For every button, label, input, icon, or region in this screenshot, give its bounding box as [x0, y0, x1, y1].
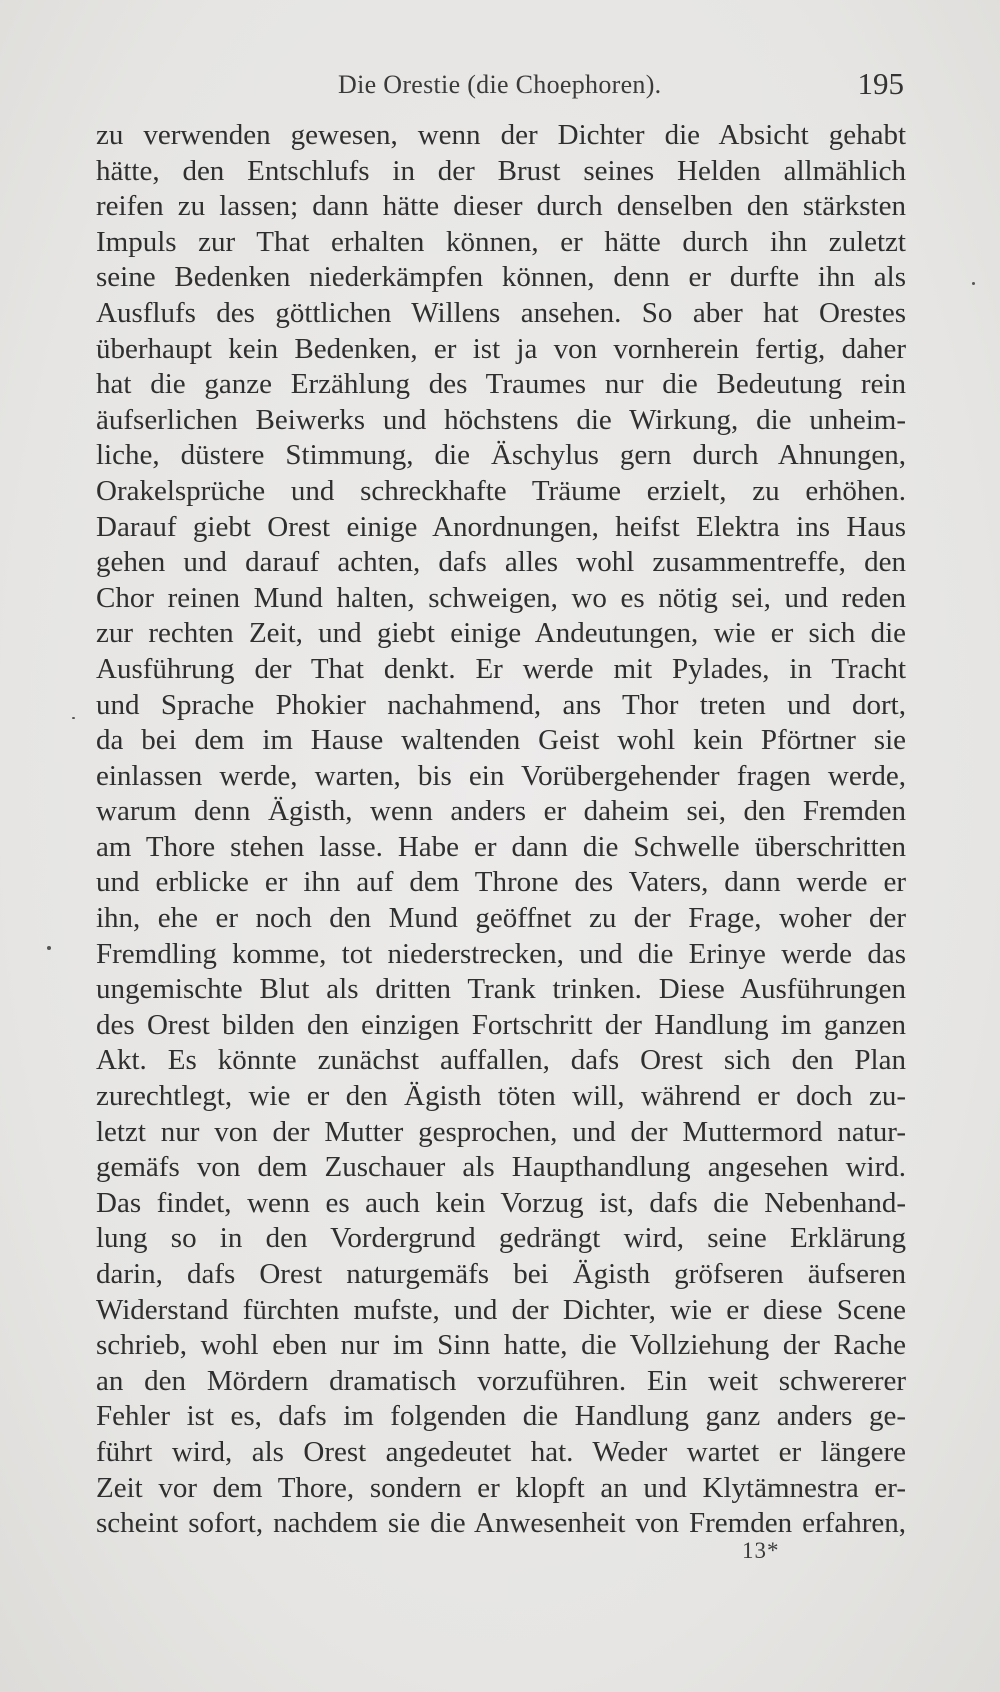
text-line: zu verwenden gewesen, wenn der Dichter die Absicht gehabt: [96, 119, 906, 151]
text-line: liche, düstere Stimmung, die Äschylus gern durch Ahnungen,: [96, 439, 906, 472]
signature-mark: 13*: [742, 1538, 780, 1563]
page-number: 195: [857, 66, 904, 101]
text-line: Chor reinen Mund halten, schweigen, wo es nötig sei, und reden: [96, 581, 906, 614]
running-title: Die Orestie (die Choephoren).: [338, 70, 662, 99]
text-line: warum denn Ägisth, wenn anders er daheim sei, den Fremden: [96, 795, 906, 828]
text-line: scheint sofort, nachdem sie die Anwesenheit von Fremden erfahren,: [96, 1507, 906, 1540]
text-line: hätte, den Entschlufs in der Brust seines Helden allmählich: [96, 154, 906, 187]
text-line: ungemischte Blut als dritten Trank trinken. Diese Ausführungen: [96, 973, 906, 1006]
text-line: da bei dem im Hause waltenden Geist wohl kein Pförtner sie: [96, 724, 906, 757]
text-line: ihn, ehe er noch den Mund geöffnet zu der Frage, woher der: [96, 902, 906, 935]
text-line: reifen zu lassen; dann hätte dieser durch denselben den stärksten: [96, 190, 906, 223]
text-line: Orakelsprüche und schreckhafte Träume erzielt, zu erhöhen.: [96, 474, 906, 507]
text-line: Fehler ist es, dafs im folgenden die Handlung ganz anders ge-: [96, 1400, 906, 1433]
text-line: am Thore stehen lasse. Habe er dann die Schwelle überschritten: [96, 830, 906, 863]
text-line: darin, dafs Orest naturgemäfs bei Ägisth gröfseren äufseren: [96, 1258, 906, 1290]
body-text: [96, 118, 906, 1542]
text-line: äufserlichen Beiwerks und höchstens die Wirkung, die unheim-: [96, 403, 906, 436]
text-line: einlassen werde, warten, bis ein Vorübergehender fragen werde,: [96, 759, 906, 792]
text-line: gehen und darauf achten, dafs alles wohl zusammentreffe, den: [96, 546, 906, 579]
text-line: Akt. Es könnte zunächst auffallen, dafs Orest sich den Plan: [96, 1044, 906, 1077]
text-line: Widerstand fürchten mufste, und der Dichter, wie er diese Scene: [96, 1293, 906, 1326]
text-line: gemäfs von dem Zuschauer als Haupthandlung angesehen wird.: [96, 1151, 906, 1184]
text-line: lung so in den Vordergrund gedrängt wird, seine Erklärung: [96, 1222, 906, 1255]
text-line: seine Bedenken niederkämpfen können, denn er durfte ihn als: [96, 261, 906, 294]
text-line: Fremdling komme, tot niederstrecken, und die Erinye werde das: [96, 937, 906, 970]
scan-speck: [972, 282, 975, 285]
text-line: Impuls zur That erhalten können, er hätte durch ihn zuletzt: [96, 225, 906, 258]
running-head: [96, 66, 904, 106]
text-line: und erblicke er ihn auf dem Throne des Vaters, dann werde er: [96, 866, 906, 899]
text-line: hat die ganze Erzählung des Traumes nur die Bedeutung rein: [96, 368, 906, 401]
text-line: Ausflufs des göttlichen Willens ansehen. So aber hat Orestes: [96, 296, 906, 329]
text-line: Zeit vor dem Thore, sondern er klopft an und Klytämnestra er-: [96, 1471, 906, 1504]
text-line: zurechtlegt, wie er den Ägisth töten will, während er doch zu-: [96, 1080, 906, 1113]
text-line: Ausführung der That denkt. Er werde mit Pylades, in Tracht: [96, 652, 906, 685]
text-line: überhaupt kein Bedenken, er ist ja von vornherein fertig, daher: [96, 332, 906, 365]
text-line: Darauf giebt Orest einige Anordnungen, heifst Elektra ins Haus: [96, 510, 906, 543]
text-line: zur rechten Zeit, und giebt einige Andeutungen, wie er sich die: [96, 617, 906, 650]
text-line: letzt nur von der Mutter gesprochen, und der Muttermord natur-: [96, 1115, 906, 1148]
text-line: Das findet, wenn es auch kein Vorzug ist, dafs die Nebenhand-: [96, 1186, 906, 1219]
text-line: führt wird, als Orest angedeutet hat. Weder wartet er längere: [96, 1435, 906, 1468]
text-line: schrieb, wohl eben nur im Sinn hatte, die Vollziehung der Rache: [96, 1329, 906, 1362]
text-line: an den Mördern dramatisch vorzuführen. Ein weit schwererer: [96, 1364, 906, 1397]
text-line: und Sprache Phokier nachahmend, ans Thor treten und dort,: [96, 688, 906, 721]
scan-speck: [72, 717, 75, 719]
text-line: des Orest bilden den einzigen Fortschritt der Handlung im ganzen: [96, 1008, 906, 1041]
scan-speck: [47, 946, 51, 950]
